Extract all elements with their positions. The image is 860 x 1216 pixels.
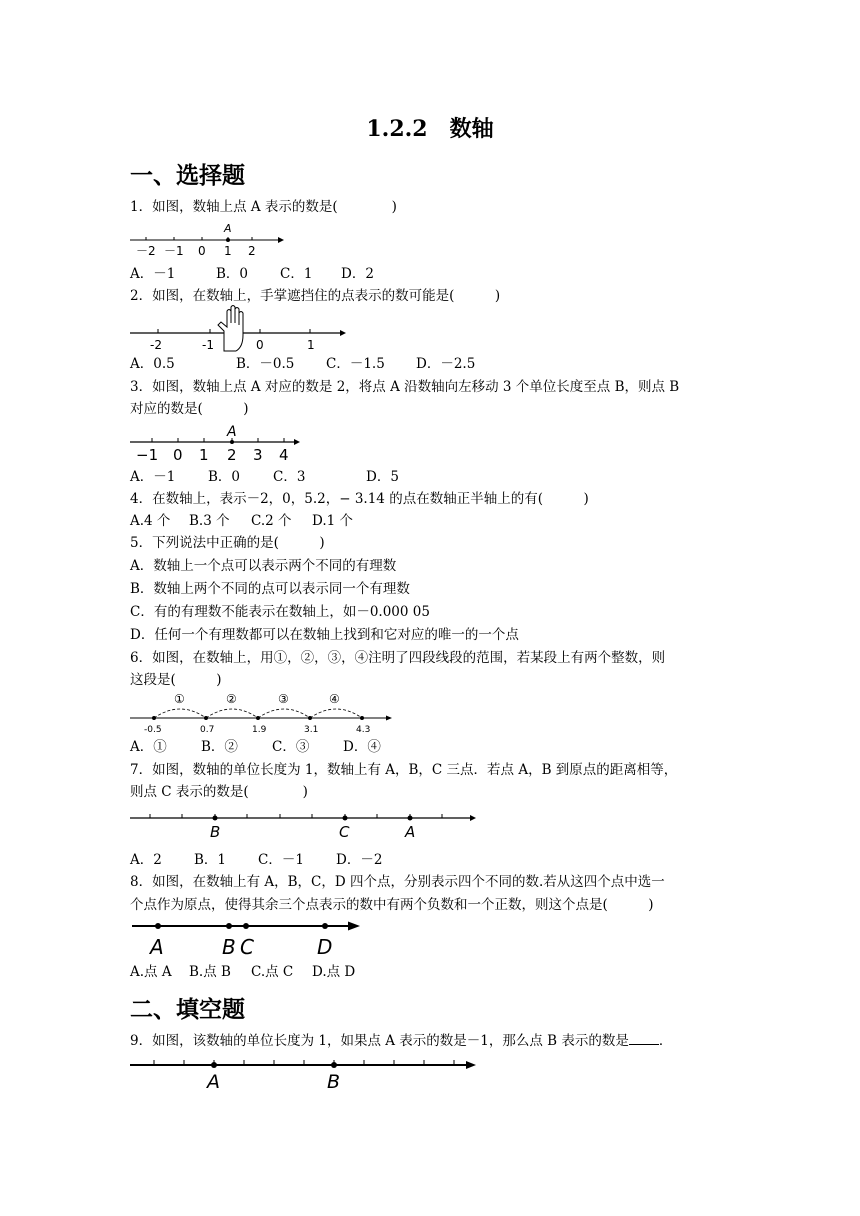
question-6-line-1: 6．如图，在数轴上，用①，②，③，④注明了四段线段的范围，若某段上有两个整数，则: [130, 650, 666, 666]
tick-label: 0: [173, 446, 183, 464]
point-label-b: B: [210, 823, 221, 841]
point-b: [226, 923, 232, 929]
point-label-d: D: [317, 935, 333, 959]
tick-label: 1: [307, 338, 315, 352]
question-3-line-2: 对应的数是( ): [130, 401, 249, 417]
tick-label: -1: [202, 338, 214, 352]
q2-option-d: D．－2.5: [416, 356, 476, 372]
q3-option-c: C．3: [273, 469, 306, 485]
tick-label: 0.7: [200, 725, 215, 735]
q3-option-a: A．－1: [130, 469, 176, 485]
tick-label: 1: [224, 244, 232, 258]
q5-option-d: D．任何一个有理数都可以在数轴上找到和它对应的唯一的一个点: [130, 627, 519, 643]
answer-blank: [629, 1032, 659, 1045]
q4-option-d: D.1 个: [312, 513, 354, 529]
tick-label: 3.1: [304, 725, 319, 735]
tick-label: 0: [256, 338, 264, 352]
point-a: [408, 816, 413, 821]
q8-option-d: D.点 D: [312, 964, 356, 980]
q7-option-b: B．1: [194, 852, 227, 868]
question-8-line-1: 8．如图，在数轴上有 A，B，C，D 四个点，分别表示四个不同的数.若从这四个点中选一: [130, 874, 665, 890]
point-c: [343, 816, 348, 821]
tick-label: 4.3: [356, 725, 371, 735]
tick-label: －1: [164, 244, 184, 258]
number-line-q1: [128, 220, 288, 258]
tick-label: 3: [253, 446, 263, 464]
q3-option-b: B．0: [208, 469, 241, 485]
point-b: [331, 1062, 337, 1068]
tick-label: －2: [136, 244, 156, 258]
q4-option-b: B.3 个: [189, 513, 230, 529]
hand-icon: [218, 306, 243, 352]
q6-option-d: D．④: [343, 739, 381, 755]
tick-label: 2: [248, 244, 256, 258]
tick-label: 0: [198, 244, 206, 258]
question-3-line-1: 3．如图，数轴上点 A 对应的数是 2，将点 A 沿数轴向左移动 3 个单位长度至点 B，则点 B: [130, 379, 680, 395]
q8-option-a: A.点 A: [130, 964, 172, 980]
point-b: [213, 816, 218, 821]
tick-label: −1: [136, 446, 159, 464]
q5-option-a: A．数轴上一个点可以表示两个不同的有理数: [130, 558, 397, 574]
segment-label: ③: [278, 692, 289, 706]
point-label-a: A: [227, 424, 237, 440]
point-label-b: B: [222, 935, 236, 959]
question-7-line-1: 7．如图，数轴的单位长度为 1，数轴上有 A，B，C 三点．若点 A，B 到原点的距离相等，: [130, 762, 678, 778]
q2-option-c: C．－1.5: [326, 356, 385, 372]
q8-option-b: B.点 B: [189, 964, 231, 980]
q2-option-a: A．0.5: [130, 356, 175, 372]
question-7-line-2: 则点 C 表示的数是( ): [130, 784, 308, 800]
q6-option-a: A．①: [130, 739, 167, 755]
point-d: [322, 923, 328, 929]
q4-option-a: A.4 个: [130, 513, 171, 529]
number-line-q2: [128, 305, 350, 355]
tick-label: 4: [279, 446, 289, 464]
point-label-c: C: [339, 823, 350, 841]
q5-option-c: C．有的有理数不能表示在数轴上，如－0.000 05: [130, 604, 430, 620]
point-a: [211, 1062, 217, 1068]
number-line-q6: [128, 690, 398, 736]
tick-label: -2: [150, 338, 162, 352]
q7-option-a: A．2: [130, 852, 162, 868]
question-1: 1．如图，数轴上点 A 表示的数是( ): [130, 199, 397, 215]
section-heading-fill: 二、填空题: [130, 997, 245, 1023]
point-label-a: A: [150, 935, 164, 959]
number-line-q7: [128, 806, 488, 844]
q7-option-c: C．－1: [258, 852, 304, 868]
q1-option-b: B．0: [216, 266, 249, 282]
q5-option-b: B．数轴上两个不同的点可以表示同一个有理数: [130, 581, 410, 597]
q3-option-d: D．5: [366, 469, 399, 485]
tick-label: 1: [199, 446, 209, 464]
q4-option-c: C.2 个: [251, 513, 292, 529]
q1-option-c: C．1: [280, 266, 313, 282]
number-line-q8: [128, 916, 368, 960]
segment-label: ②: [226, 692, 237, 706]
q6-option-c: C．③: [272, 739, 310, 755]
question-2: 2．如图，在数轴上，手掌遮挡住的点表示的数可能是( ): [130, 288, 501, 304]
q1-option-a: A．－1: [130, 266, 176, 282]
section-heading-choice: 一、选择题: [130, 163, 245, 189]
tick-label: 2: [227, 446, 237, 464]
number-line-q9: [128, 1054, 488, 1094]
q9-text: 9．如图，该数轴的单位长度为 1，如果点 A 表示的数是－1，那么点 B 表示的数是: [130, 1033, 629, 1049]
point-label-a: A: [224, 222, 232, 235]
segment-label: ①: [174, 692, 185, 706]
tick-label: -0.5: [144, 725, 162, 735]
point-a: [226, 238, 230, 242]
question-5: 5．下列说法中正确的是( ): [130, 535, 325, 551]
point-label-a: A: [405, 823, 416, 841]
segment-label: ④: [329, 692, 340, 706]
page-title: 1.2.2 数轴: [366, 116, 494, 142]
point-label-c: C: [240, 935, 254, 959]
point-label-a: A: [207, 1071, 220, 1093]
tick-label: 1.9: [252, 725, 267, 735]
q9-text-end: ．: [658, 1033, 673, 1049]
question-9: [130, 1032, 672, 1050]
question-4: 4．在数轴上，表示－2，0，5.2，− 3.14 的点在数轴正半轴上的有( ): [130, 491, 589, 507]
q7-option-d: D．－2: [336, 852, 383, 868]
point-label-b: B: [327, 1071, 341, 1093]
q6-option-b: B．②: [201, 739, 238, 755]
question-8-line-2: 个点作为原点，使得其余三个点表示的数中有两个负数和一个正数，则这个点是( ): [130, 897, 654, 913]
number-line-q3: [128, 420, 308, 462]
question-6-line-2: 这段是( ): [130, 672, 222, 688]
point-c: [243, 923, 249, 929]
point-a: [155, 923, 161, 929]
point-a: [230, 440, 234, 444]
q1-option-d: D．2: [341, 266, 374, 282]
q8-option-c: C.点 C: [251, 964, 294, 980]
q2-option-b: B．－0.5: [236, 356, 295, 372]
